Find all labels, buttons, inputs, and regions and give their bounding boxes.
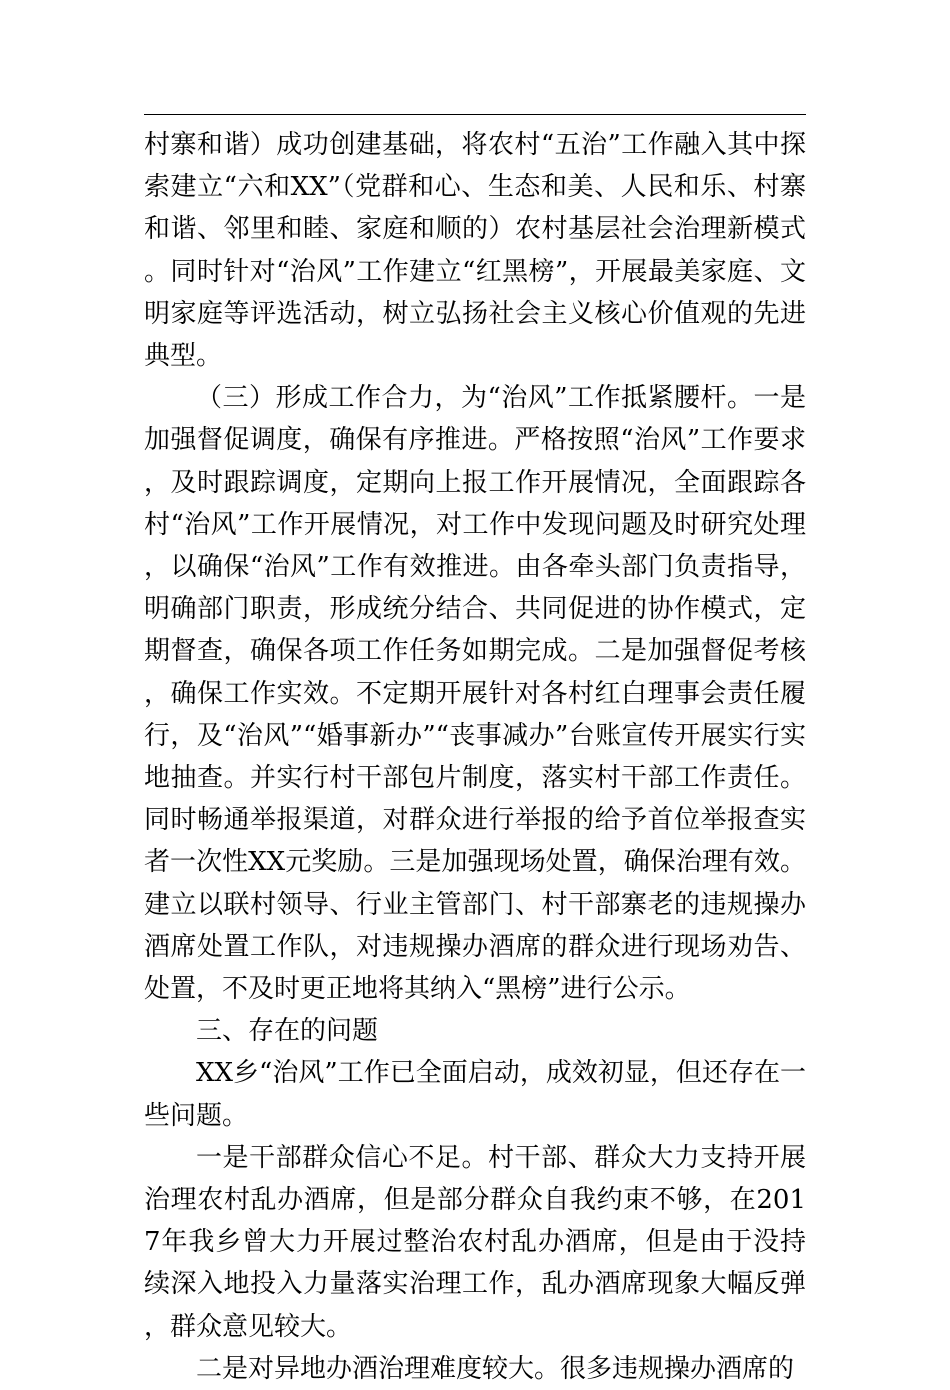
document-body xyxy=(144,124,806,1390)
paragraph-problem-one: 一是干部群众信心不足。村干部、群众大力支持开展治理农村乱办酒席，但是部分群众自我约束不够，在2017年我乡曾大力开展过整治农村乱办酒席，但是由于没持续深入地投入力量落实治理工作，乱办酒席现象大幅反弹，群众意见较大。 xyxy=(144,1142,806,1342)
paragraph-continuation: 村寨和谐）成功创建基础，将农村“五治”工作融入其中探索建立“六和XX”（党群和心、生态和美、人民和乐、村寨和谐、邻里和睦、家庭和顺的）农村基层社会治理新模式。同时针对“治风”工作建立“红黑榜”，开展最美家庭、文明家庭等评选活动，树立弘扬社会主义核心价值观的先进典型。 xyxy=(144,130,806,372)
paragraph-work-synergy: （三）形成工作合力，为“治风”工作抵紧腰杆。一是加强督促调度，确保有序推进。严格按照“治风”工作要求，及时跟踪调度，定期向上报工作开展情况，全面跟踪各村“治风”工作开展情况，对工作中发现问题及时研究处理，以确保“治风”工作有效推进。由各牵头部门负责指导，明确部门职责，形成统分结合、共同促进的协作模式，定期督查，确保各项工作任务如期完成。二是加强督促考核，确保工作实效。不定期开展针对各村红白理事会责任履行，及“治风”“婚事新办”“丧事减办”台账宣传开展实行实地抽查。并实行村干部包片制度，落实村干部工作责任。同时畅通举报渠道，对群众进行举报的给予首位举报查实者一次性XX元奖励。三是加强现场处置，确保治理有效。建立以联村领导、行业主管部门、村干部寨老的违规操办酒席处置工作队，对违规操办酒席的群众进行现场劝告、处置，不及时更正地将其纳入“黑榜”进行公示。 xyxy=(144,383,806,1005)
header-rule xyxy=(144,114,806,115)
paragraph-problems-intro: XX乡“治风”工作已全面启动，成效初显，但还存在一些问题。 xyxy=(144,1058,806,1131)
section-heading-existing-problems: 三、存在的问题 xyxy=(196,1016,379,1047)
paragraph-problem-two: 二是对异地办酒治理难度较大。很多违规操办酒席的 xyxy=(196,1353,795,1384)
